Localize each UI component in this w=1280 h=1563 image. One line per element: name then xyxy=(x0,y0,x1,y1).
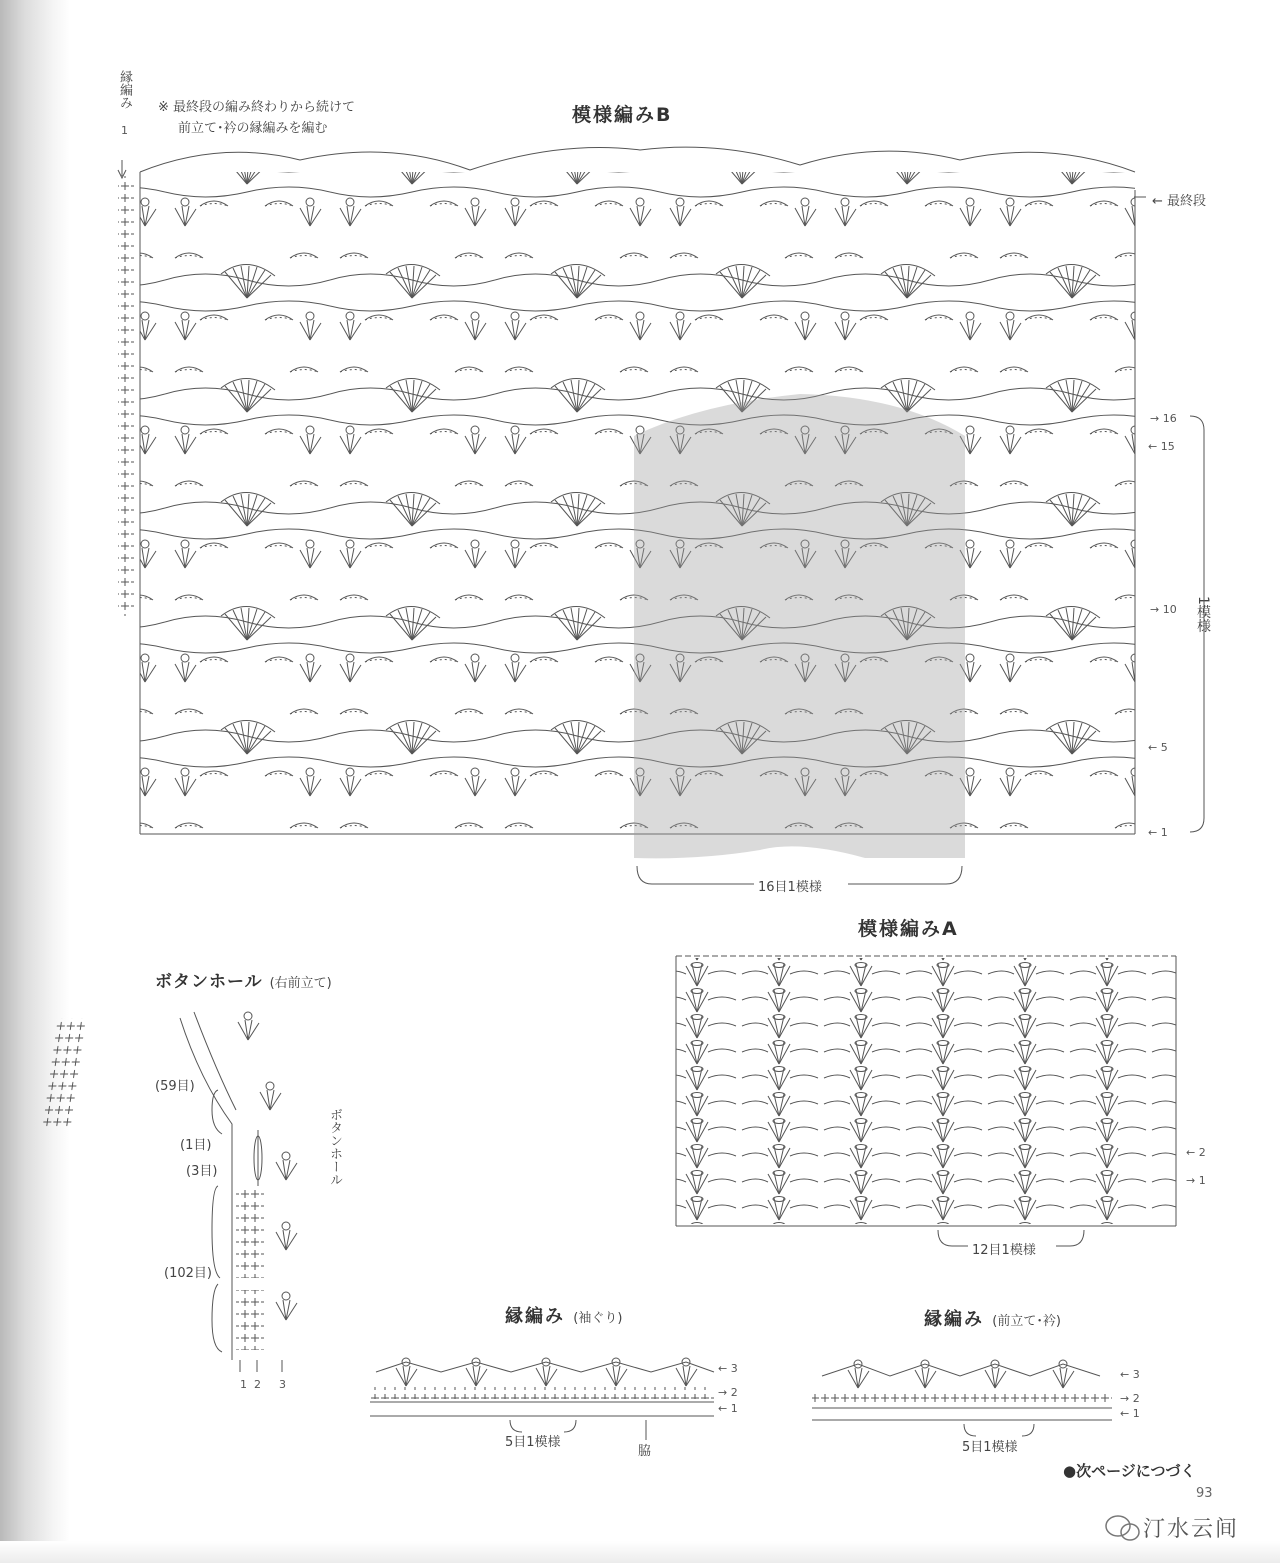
sleeve-row-2 xyxy=(370,1387,714,1399)
row-16-label: → 16 xyxy=(1150,412,1177,425)
bh-middle-grid xyxy=(236,1188,264,1278)
bh-upper-grid xyxy=(41,1018,86,1128)
edge-front-title-main: 縁編み xyxy=(924,1309,984,1330)
pattern-a-row-2: ← 2 xyxy=(1186,1146,1206,1159)
pattern-a-row-1: → 1 xyxy=(1186,1174,1206,1187)
bh-row-2: 2 xyxy=(254,1378,261,1391)
edge-front-chart xyxy=(812,1360,1112,1436)
row-5-label: ← 5 xyxy=(1148,741,1168,754)
edge-sleeve-row-1: ← 1 xyxy=(718,1402,738,1415)
edge-front-row-1: ← 1 xyxy=(1120,1407,1140,1420)
pattern-a-chart xyxy=(676,956,1176,1246)
edge-front-row-3: ← 3 xyxy=(1120,1368,1140,1381)
edge-label: 縁編み xyxy=(117,70,132,109)
buttonhole-title-main: ボタンホール xyxy=(155,972,263,992)
bh-row-1: 1 xyxy=(240,1378,247,1391)
edge-sleeve-title-main: 縁編み xyxy=(505,1306,565,1327)
pattern-b-title: 模様編みB xyxy=(572,104,673,126)
watermark-text: 汀水云间 xyxy=(1143,1517,1240,1542)
edge-sleeve-repeat: 5目1模様 xyxy=(505,1435,561,1450)
buttonhole-side-label: ボタンホール xyxy=(327,1108,342,1186)
edge-sleeve-row-2: → 2 xyxy=(718,1386,738,1399)
row-10-label: → 10 xyxy=(1150,603,1177,616)
page-number: 93 xyxy=(1196,1486,1213,1501)
repeat-rows-label: 1模様 xyxy=(1195,596,1211,633)
label-1: (1目) xyxy=(180,1138,212,1153)
pattern-a-stitches xyxy=(676,958,1176,1224)
label-59: (59目) xyxy=(155,1079,195,1094)
note-line-1: ※ 最終段の編み終わりから続けて xyxy=(158,100,356,115)
continue-note: ●次ページにつづく xyxy=(1063,1462,1196,1480)
buttonhole-subtitle: (右前立て) xyxy=(269,976,332,991)
edge-sleeve-side: 脇 xyxy=(638,1444,652,1459)
edge-sleeve-subtitle: (袖ぐり) xyxy=(573,1311,623,1326)
edge-front-subtitle: (前立て･衿) xyxy=(992,1314,1061,1329)
pattern-a-title: 模様編みA xyxy=(858,918,959,940)
last-row-label: ← 最終段 xyxy=(1152,194,1207,209)
bh-row-3: 3 xyxy=(279,1378,286,1391)
watermark-icon xyxy=(1106,1516,1139,1540)
row-15-label: ← 15 xyxy=(1148,440,1175,453)
edge-column xyxy=(118,176,134,616)
note-line-2: 前立て･衿の縁編みを編む xyxy=(178,121,328,136)
repeat-stitch-label-b: 16目1模様 xyxy=(758,880,822,895)
repeat-highlight xyxy=(634,394,965,858)
edge-sleeve-row-3: ← 3 xyxy=(718,1362,738,1375)
buttonhole-chart xyxy=(41,1012,297,1372)
edge-label-row: 1 xyxy=(121,124,128,137)
pattern-b-chart xyxy=(118,147,1207,884)
edge-front-repeat: 5目1模様 xyxy=(962,1440,1018,1455)
repeat-stitch-label-a: 12目1模様 xyxy=(972,1243,1036,1258)
row-1-label: ← 1 xyxy=(1148,826,1168,839)
label-3: (3目) xyxy=(186,1164,218,1179)
label-102: (102目) xyxy=(164,1266,212,1281)
edge-front-row-2: → 2 xyxy=(1120,1392,1140,1405)
front-row-2 xyxy=(812,1392,1112,1404)
bh-lower-grid xyxy=(236,1290,264,1350)
edge-sleeve-chart xyxy=(370,1358,714,1440)
